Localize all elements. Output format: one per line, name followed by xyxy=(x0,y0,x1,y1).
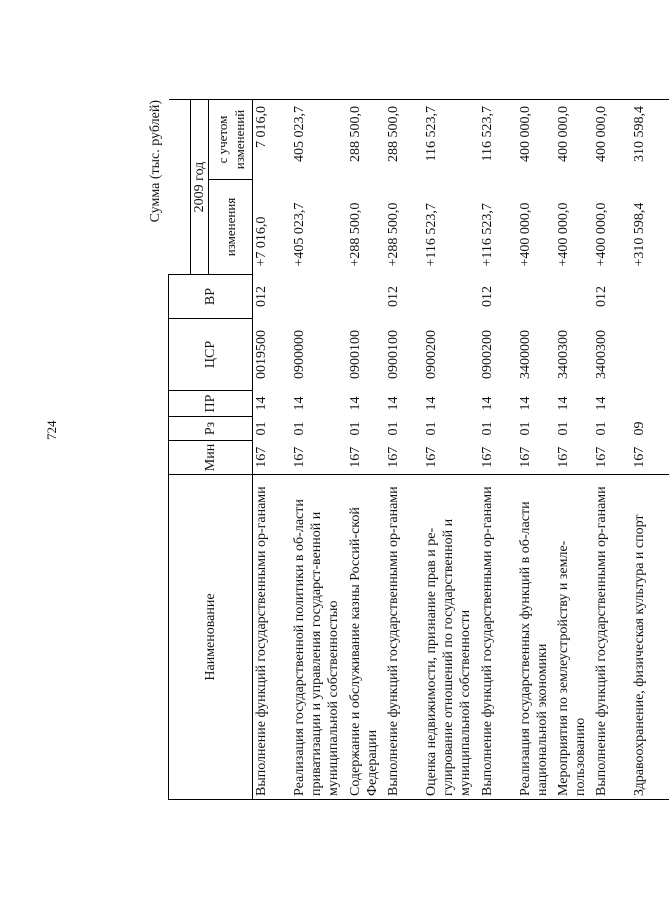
row-changes: +116 523,7 xyxy=(423,203,439,267)
row-rz: 09 xyxy=(631,421,647,436)
table-row xyxy=(423,100,479,800)
row-name: Реализация государственных функций в об-ласти национальной экономики xyxy=(517,475,555,800)
table-row xyxy=(517,100,555,800)
header-min: Мин xyxy=(169,441,253,475)
row-changes: +288 500,0 xyxy=(385,202,401,267)
row-total: 116 523,7 xyxy=(479,100,517,180)
header-year: 2009 год xyxy=(191,100,209,275)
row-pr: 14 xyxy=(291,396,307,411)
row-name: Оценка недвижимости, признание прав и ре-гулирование отношений по государственной и муниципальной собственности xyxy=(423,475,479,800)
row-name: Мероприятия по землеустройству и земле-пользованию xyxy=(555,475,593,800)
row-rz: 01 xyxy=(517,421,533,436)
row-min: 167 xyxy=(593,446,609,468)
row-rz: 01 xyxy=(347,421,363,436)
row-total: 400 000,0 xyxy=(593,100,631,180)
rotated-page-content xyxy=(148,100,647,800)
header-changes: изменения xyxy=(209,180,253,275)
row-total: 310 598,4 xyxy=(631,100,669,180)
table-row xyxy=(291,100,347,800)
row-changes: +288 500,0 xyxy=(347,202,363,267)
row-min: 167 xyxy=(479,446,495,468)
table-row xyxy=(593,100,631,800)
row-total: 400 000,0 xyxy=(517,100,555,180)
row-csr xyxy=(631,319,669,391)
table-row xyxy=(631,100,669,800)
row-changes: +405 023,7 xyxy=(291,202,307,267)
row-pr: 14 xyxy=(479,396,495,411)
row-total: 7 016,0 xyxy=(253,100,291,180)
row-csr: 0900200 xyxy=(479,330,495,379)
row-rz: 01 xyxy=(479,421,495,436)
row-rz: 01 xyxy=(423,421,439,436)
row-rz: 01 xyxy=(254,421,269,436)
row-changes: +400 000,0 xyxy=(517,202,533,267)
table-row xyxy=(253,100,291,800)
row-min: 167 xyxy=(254,446,269,468)
table-row xyxy=(555,100,593,800)
row-min: 167 xyxy=(423,446,439,468)
row-pr: 14 xyxy=(385,396,401,411)
row-pr: 14 xyxy=(555,396,571,411)
row-vr xyxy=(631,275,669,319)
header-name: Наименование xyxy=(169,475,253,800)
header-amount-top xyxy=(169,100,191,275)
row-vr: 012 xyxy=(385,286,401,307)
row-total: 400 000,0 xyxy=(555,100,593,180)
row-csr: 0019500 xyxy=(254,330,269,379)
page-number: 724 xyxy=(44,420,59,440)
row-pr xyxy=(631,391,669,417)
row-vr xyxy=(423,275,479,319)
row-total: 405 023,7 xyxy=(291,100,347,180)
row-name: Здравоохранение, физическая культура и спорт xyxy=(631,475,669,800)
row-min: 167 xyxy=(291,446,307,468)
row-vr: 012 xyxy=(593,286,609,307)
row-csr: 3400300 xyxy=(555,330,571,379)
row-min: 167 xyxy=(347,446,363,468)
row-min: 167 xyxy=(385,446,401,468)
row-vr xyxy=(347,275,385,319)
row-changes: +400 000,0 xyxy=(593,202,609,267)
row-changes: +400 000,0 xyxy=(555,202,571,267)
row-csr: 0900200 xyxy=(423,330,439,379)
row-vr xyxy=(291,275,347,319)
budget-table xyxy=(168,99,669,800)
row-vr: 012 xyxy=(479,286,495,307)
row-pr: 14 xyxy=(517,396,533,411)
row-rz: 01 xyxy=(593,421,609,436)
row-total: 288 500,0 xyxy=(347,100,385,180)
row-pr: 14 xyxy=(347,396,363,411)
row-name: Содержание и обслуживание казны Россий-ской Федерации xyxy=(347,475,385,800)
row-name: Реализация государственной политики в об-ласти приватизации и управления государст-венной и муниципальной собственностью xyxy=(291,475,347,800)
row-csr: 3400000 xyxy=(517,330,533,379)
row-vr xyxy=(517,275,555,319)
row-min: 167 xyxy=(555,446,571,468)
row-rz: 01 xyxy=(555,421,571,436)
row-total: 116 523,7 xyxy=(423,100,479,180)
row-changes: +116 523,7 xyxy=(479,203,495,267)
row-pr: 14 xyxy=(423,396,439,411)
row-total: 288 500,0 xyxy=(385,100,423,180)
table-row xyxy=(385,100,423,800)
row-rz: 01 xyxy=(385,421,401,436)
header-pr: ПР xyxy=(169,391,253,417)
row-name: Выполнение функций государственными ор-ганами xyxy=(385,475,423,800)
table-row xyxy=(347,100,385,800)
row-changes: +310 598,4 xyxy=(631,202,647,267)
header-csr: ЦСР xyxy=(169,319,253,391)
header-with-changes: с учетом изменений xyxy=(209,100,253,180)
row-rz: 01 xyxy=(291,421,307,436)
row-min: 167 xyxy=(631,446,647,468)
row-csr: 0900100 xyxy=(385,330,401,379)
amount-unit-caption: Сумма (тыс. рублей) xyxy=(148,100,163,223)
row-name: Выполнение функций государственными ор-ганами xyxy=(593,475,631,800)
header-vr: ВР xyxy=(169,275,253,319)
row-vr xyxy=(555,275,593,319)
row-vr: 012 xyxy=(254,286,269,307)
row-name: Выполнение функций государственными ор-ганами xyxy=(479,475,517,800)
row-csr: 0900000 xyxy=(291,330,307,379)
row-csr: 3400300 xyxy=(593,330,609,379)
row-min: 167 xyxy=(517,446,533,468)
row-csr: 0900100 xyxy=(347,330,363,379)
header-rz: Рз xyxy=(169,417,253,441)
row-changes: +7 016,0 xyxy=(254,216,269,267)
row-pr: 14 xyxy=(593,396,609,411)
row-name: Выполнение функций государственными ор-ганами xyxy=(253,475,291,800)
row-pr: 14 xyxy=(254,396,269,411)
table-row xyxy=(479,100,517,800)
